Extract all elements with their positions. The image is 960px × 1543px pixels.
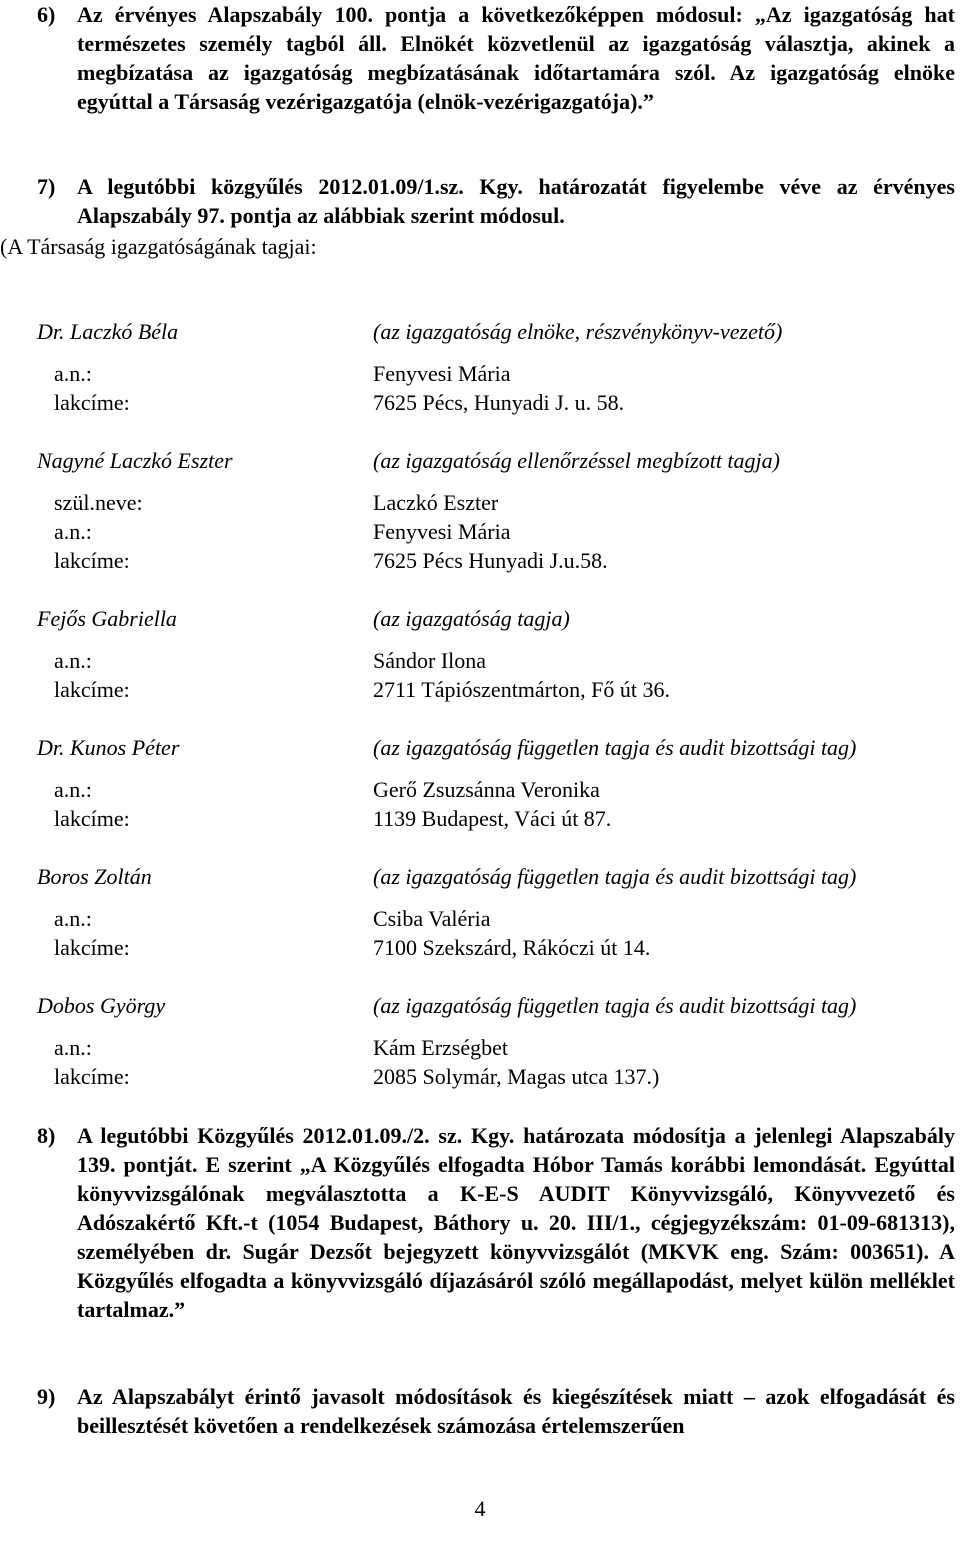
address-value: 7100 Szekszárd, Rákóczi út 14. (373, 935, 651, 960)
address-label: lakcíme: (54, 806, 130, 831)
member-role: (az igazgatóság független tagja és audit bizottsági tag) (373, 993, 857, 1018)
member-role: (az igazgatóság független tagja és audit bizottsági tag) (373, 735, 857, 760)
mother-name-label: a.n.: (54, 906, 92, 931)
address-value: 7625 Pécs Hunyadi J.u.58. (373, 548, 608, 573)
item-number: 9) (37, 1384, 56, 1409)
mother-name-value: Kám Erzségbet (373, 1035, 508, 1060)
member-name: Dobos György (37, 993, 166, 1018)
birth-name-label: szül.neve: (54, 490, 143, 515)
mother-name-label: a.n.: (54, 1035, 92, 1060)
mother-name-label: a.n.: (54, 648, 92, 673)
item-9 (37, 1382, 955, 1440)
address-label: lakcíme: (54, 390, 130, 415)
address-label: lakcíme: (54, 1064, 130, 1089)
address-value: 1139 Budapest, Váci út 87. (373, 806, 612, 831)
member-name: Nagyné Laczkó Eszter (37, 448, 233, 473)
address-value: 7625 Pécs, Hunyadi J. u. 58. (373, 390, 625, 415)
member-role: (az igazgatóság független tagja és audit bizottsági tag) (373, 864, 857, 889)
page-number: 4 (474, 1496, 486, 1521)
member-role: (az igazgatóság elnöke, részvénykönyv-vezető) (373, 319, 783, 344)
member-name: Dr. Laczkó Béla (37, 319, 179, 344)
board-member (37, 862, 955, 962)
item-7 (37, 172, 955, 230)
mother-name-label: a.n.: (54, 519, 92, 544)
mother-name-value: Gerő Zsuzsánna Veronika (373, 777, 600, 802)
item-text: A legutóbbi közgyűlés 2012.01.09/1.sz. Kgy. határozatát figyelembe véve az érvényes Alapszabály 97. pontja az alábbiak szerint módosul. (77, 174, 955, 228)
mother-name-value: Fenyvesi Mária (373, 361, 511, 386)
member-role: (az igazgatóság tagja) (373, 606, 570, 631)
item-number: 6) (37, 2, 56, 27)
closing-parenthesis: ) (651, 1064, 660, 1089)
address-value (373, 1062, 659, 1091)
board-member (37, 991, 955, 1091)
item-text: Az érvényes Alapszabály 100. pontja a következőképpen módosul: „Az igazgatóság hat természetes személy tagból áll. Elnökét közvetlenül az igazgatóság választja, akinek a megbízatása az igazgatóság megbízatásának időtartamára szól. Az igazgatóság elnöke egyúttal a Társaság vezérigazgatója (elnök-vezérigazgatója).” (77, 2, 955, 114)
board-member (37, 317, 955, 417)
mother-name-label: a.n.: (54, 361, 92, 386)
address-label: lakcíme: (54, 677, 130, 702)
address-label: lakcíme: (54, 935, 130, 960)
address-value: 2711 Tápiószentmárton, Fő út 36. (373, 677, 670, 702)
address-text: 2085 Solymár, Magas utca 137. (373, 1064, 652, 1089)
board-members-intro: (A Társaság igazgatóságának tagjai: (0, 234, 317, 259)
member-role: (az igazgatóság ellenőrzéssel megbízott tagja) (373, 448, 780, 473)
item-number: 7) (37, 174, 56, 199)
board-member (37, 604, 955, 704)
item-number: 8) (37, 1123, 56, 1148)
mother-name-value: Sándor Ilona (373, 648, 487, 673)
item-8 (37, 1121, 955, 1324)
item-text: A legutóbbi Közgyűlés 2012.01.09./2. sz. Kgy. határozata módosítja a jelenlegi Alapszabály 139. pontját. E szerint „A Közgyűlés elfogadta Hóbor Tamás korábbi lemondását. Egyúttal könyvvizsgálónak megválasztotta a K-E-S AUDIT Könyvvizsgáló, Könyvvezető és Adószakértő Kft.-t (1054 Budapest, Báthory u. 20. III/1., cégjegyzékszám: 01-09-681313), személyében dr. Sugár Dezsőt bejegyzett könyvvizsgálót (MKVK eng. Szám: 003651). A Közgyűlés elfogadta a könyvvizsgáló díjazásáról szóló megállapodást, melyet külön melléklet tartalmaz.” (77, 1123, 955, 1322)
member-name: Boros Zoltán (37, 864, 152, 889)
board-member (37, 446, 955, 575)
mother-name-value: Csiba Valéria (373, 906, 491, 931)
item-6 (37, 0, 955, 116)
mother-name-value: Fenyvesi Mária (373, 519, 511, 544)
address-label: lakcíme: (54, 548, 130, 573)
mother-name-label: a.n.: (54, 777, 92, 802)
board-member (37, 733, 955, 833)
member-name: Fejős Gabriella (37, 606, 177, 631)
birth-name-value: Laczkó Eszter (373, 490, 499, 515)
member-name: Dr. Kunos Péter (37, 735, 180, 760)
item-text: Az Alapszabályt érintő javasolt módosítások és kiegészítések miatt – azok elfogadását és beillesztését követően a rendelkezések számozása értelemszerűen (77, 1384, 955, 1438)
